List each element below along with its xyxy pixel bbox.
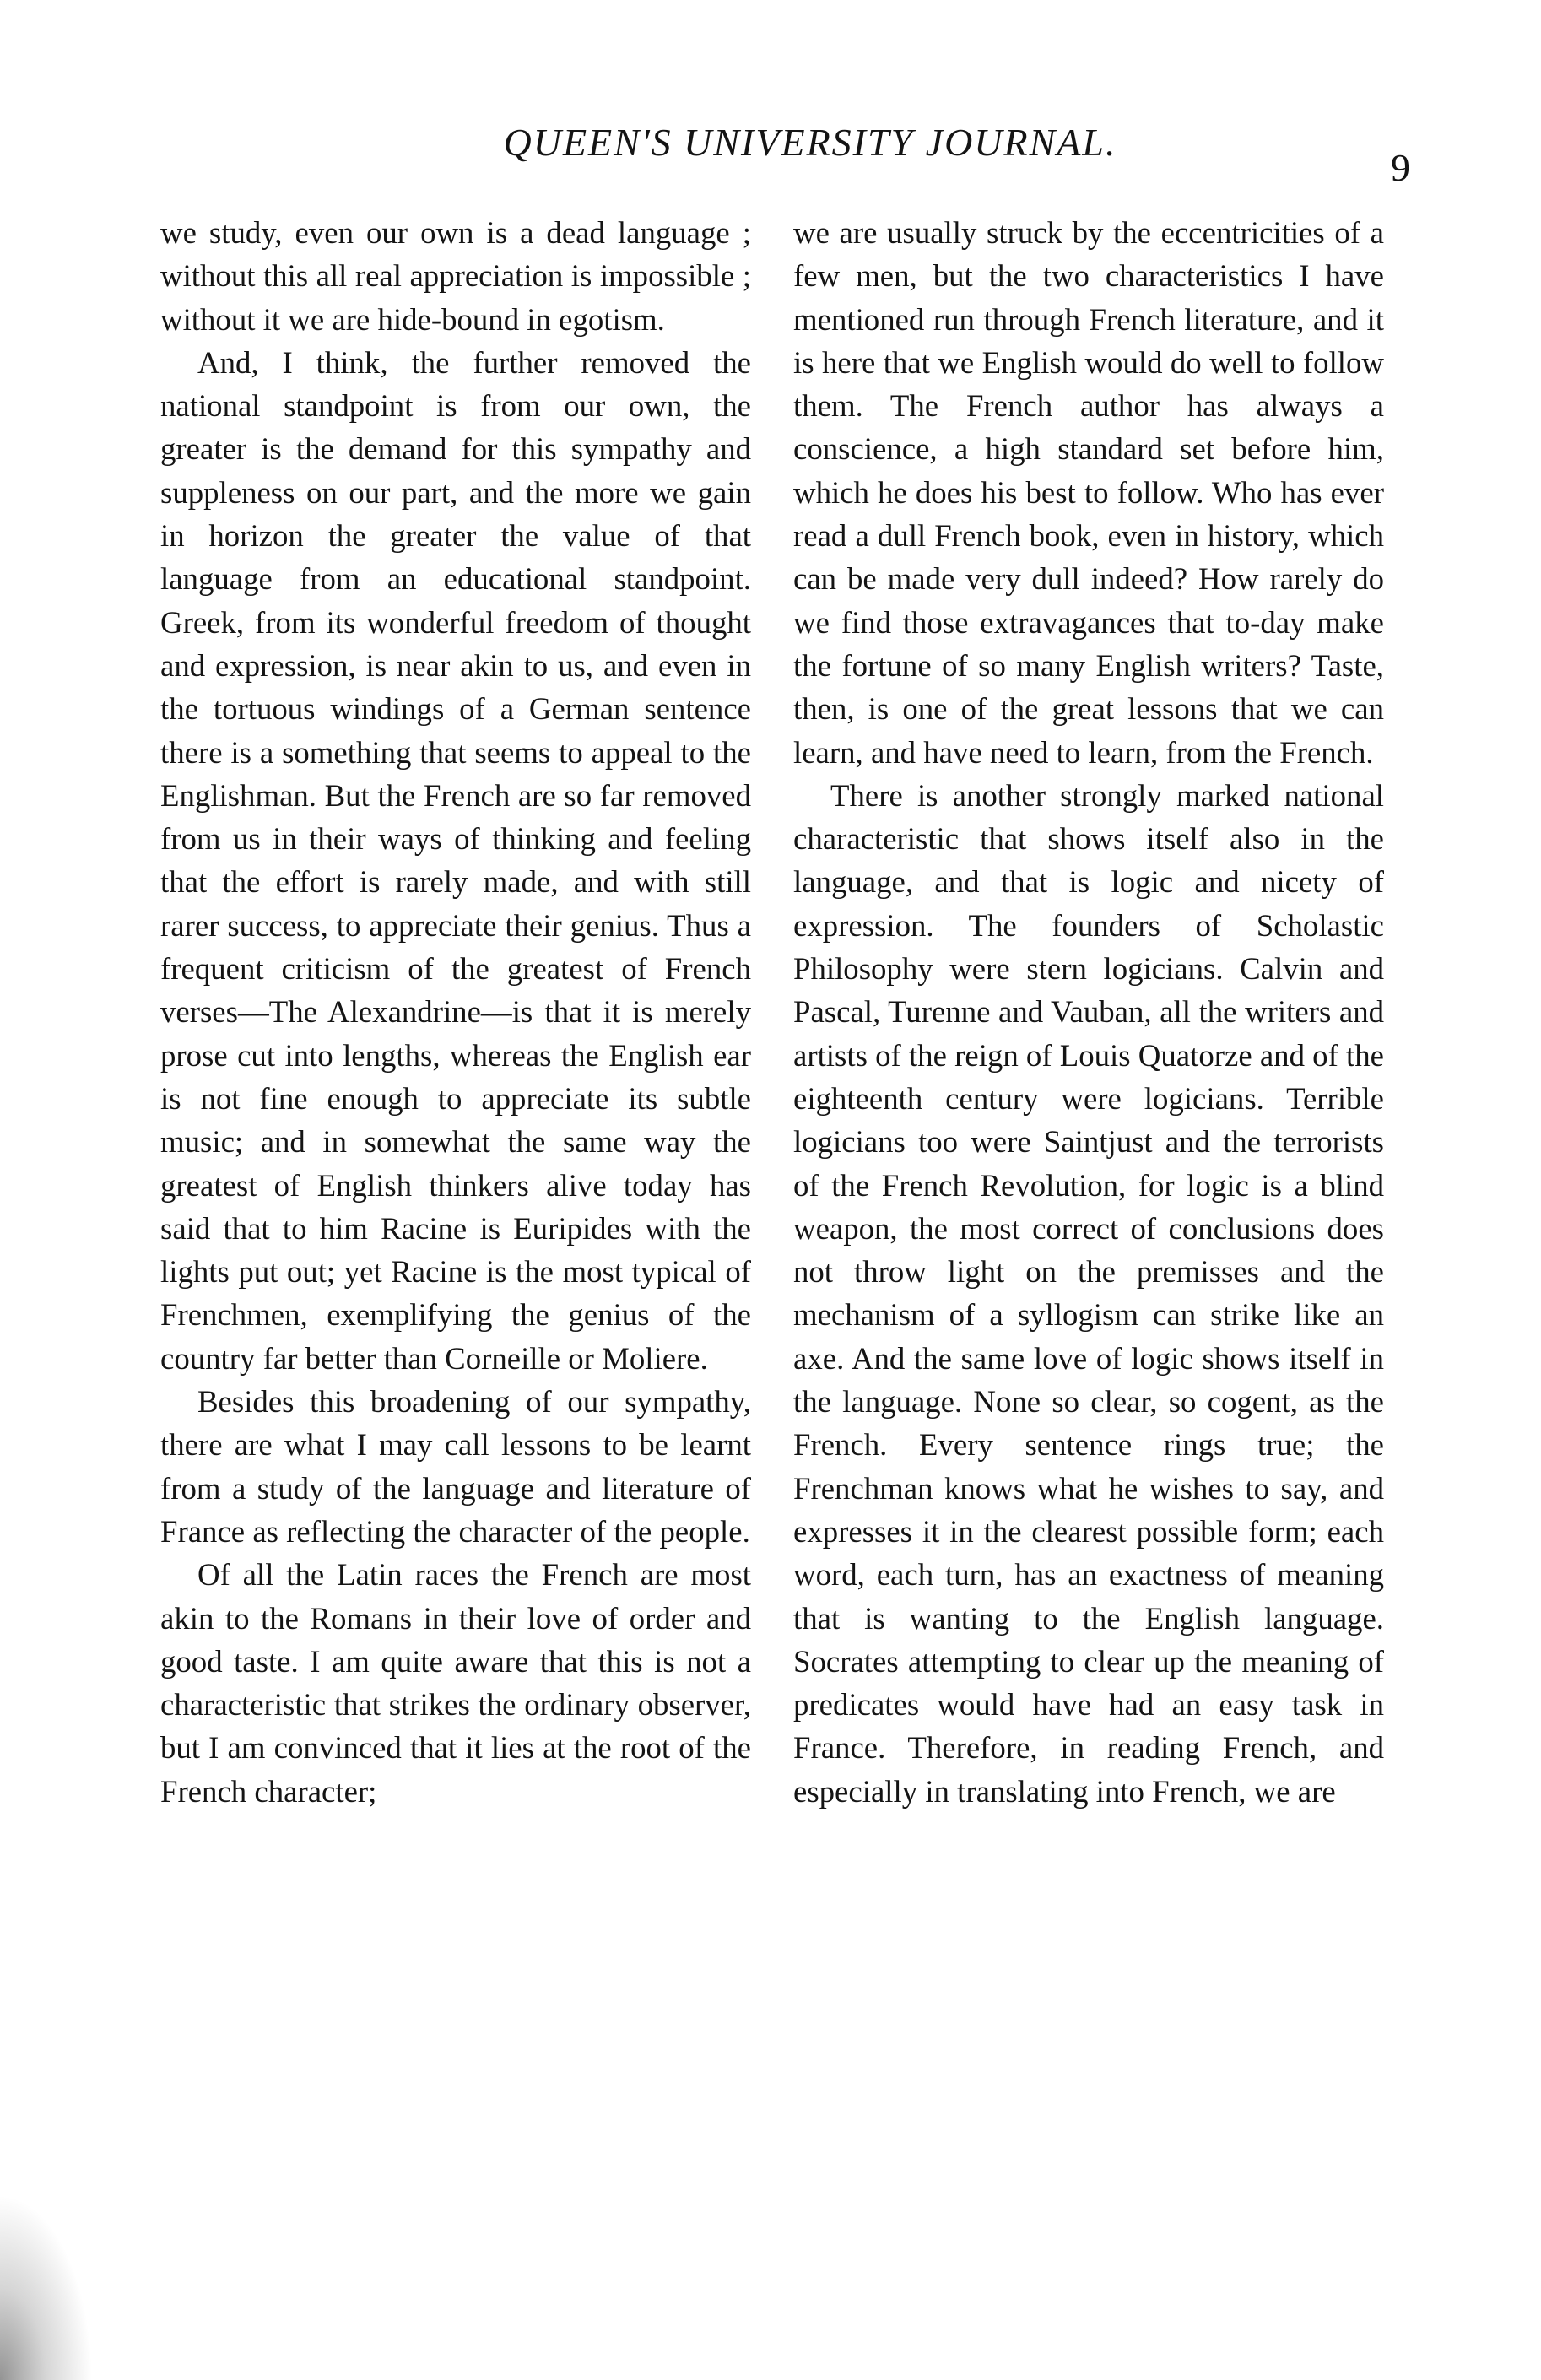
paragraph-continued: we are usually struck by the eccentricities of a few men, but the two characteristics I have mentioned run through French literature, and it is here that we English would do well to follow them. The French author has always a conscience, a high standard set before him, which he does his best to follow. Who has ever read a dull French book, even in history, which can be made very dull indeed? How rarely do we find those extravagances that to-day make the fortune of so many English writers? Taste, then, is one of the great lessons that we can learn, and have need to learn, from the French. [793, 215, 1384, 770]
running-header: QUEEN'S UNIVERSITY JOURNAL. [503, 121, 1117, 164]
right-column [793, 211, 1384, 1813]
page-number: 9 [1391, 146, 1410, 189]
scan-edge-shadow [0, 2194, 93, 2380]
paragraph: Besides this broadening of our sympathy, there are what I may call lessons to be learnt from a study of the language and literature of France as reflecting the character of the people. [160, 1384, 751, 1549]
paragraph: Of all the Latin races the French are most akin to the Romans in their love of order and good taste. I am quite aware that this is not a characteristic that strikes the ordinary observer, but I am convinced that it lies at the root of the French character; [160, 1557, 751, 1809]
paragraph: There is another strongly marked national characteristic that shows itself also in the language, and that is logic and nicety of expression. The founders of Scholastic Philosophy were stern logicians. Calvin and Pascal, Turenne and Vauban, all the writers and artists of the reign of Louis Quatorze and of the eighteenth century were logicians. Terrible logicians too were Saintjust and the terrorists of the French Revolution, for logic is a blind weapon, the most correct of conclusions does not throw light on the premisses and the mechanism of a syllogism can strike like an axe. And the same love of logic shows itself in the language. None so clear, so cogent, as the French. Every sentence rings true; the Frenchman knows what he wishes to say, and expresses it in the clearest possible form; each word, each turn, has an exactness of meaning that is wanting to the English language. Socrates attempting to clear up the meaning of predicates would have had an easy task in France. Therefore, in reading French, and especially in translating into French, we are [793, 777, 1384, 1809]
paragraph-continued: we study, even our own is a dead language ; without this all real appreciation is impossible ; without it we are hide-bound in egotism. [160, 215, 751, 337]
left-column [160, 211, 751, 1813]
paragraph: And, I think, the further removed the national standpoint is from our own, the greater is the demand for this sympathy and suppleness on our part, and the more we gain in horizon the greater the value of that language from an educational standpoint. Greek, from its wonderful freedom of thought and expression, is near akin to us, and even in the tortuous windings of a German sentence there is a something that seems to appeal to the Englishman. But the French are so far removed from us in their ways of thinking and feeling that the effort is rarely made, and with still rarer success, to appreciate their genius. Thus a frequent criticism of the greatest of French verses—The Alexandrine—is that it is merely prose cut into lengths, whereas the English ear is not fine enough to appreciate its subtle music; and in somewhat the same way the greatest of English thinkers alive today has said that to him Racine is Euripides with the lights put out; yet Racine is the most typical of Frenchmen, exemplifying the genius of the country far better than Corneille or Moliere. [160, 344, 751, 1376]
